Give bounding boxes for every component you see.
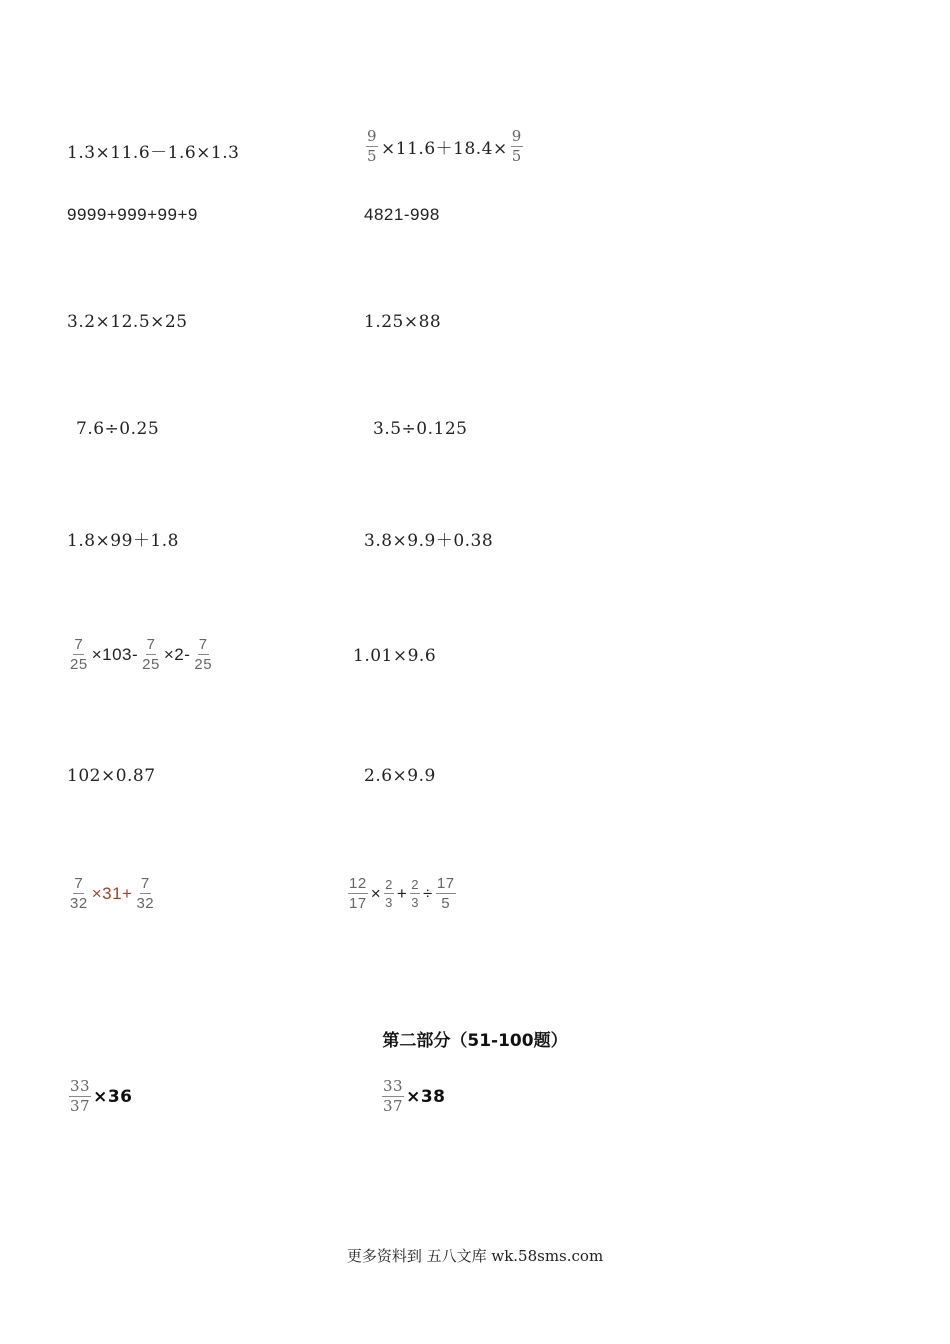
footer-text: 更多资料到 五八文库 wk.58sms.com [346,1247,604,1265]
fraction: $\frac{7}{25}$ [142,636,160,673]
problem-11: $\frac{7}{25}$ ×103- $\frac{7}{25}$ ×2- $\frac{7}{25}$ [70,636,213,673]
problem-12: 1.01×9.6 [353,646,437,666]
problem-7: 7.6÷0.25 [76,419,160,439]
problem-13: 102×0.87 [67,766,156,786]
problem-15: $\frac{7}{32}$ ×31+ $\frac{7}{32}$ [70,875,155,912]
fraction: $\frac{2}{3}$ [411,877,420,910]
fraction: $\frac{7}{32}$ [70,875,88,912]
problem-16: $\frac{12}{17}$ × $\frac{2}{3}$ + $\frac{2}{3}$ ÷ $\frac{17}{5}$ [349,875,455,912]
fraction: $\frac{7}{25}$ [70,636,88,673]
problem-10: 3.8×9.9＋0.38 [364,531,494,551]
section-title: 第二部分（51-100题） [382,1031,568,1051]
fraction: $\frac{9}{5}$ [511,127,522,165]
fraction: $\frac{17}{5}$ [436,875,455,912]
fraction: $\frac{33}{37}$ [70,1077,91,1115]
problem-9: 1.8×99＋1.8 [67,531,179,551]
problem-1: 1.3×11.6－1.6×1.3 [67,143,240,163]
problem-14: 2.6×9.9 [364,766,436,786]
problem-4: 4821-998 [364,205,440,224]
part2-problem-2: $\frac{33}{37}$ ×38 [383,1077,446,1115]
fraction: $\frac{7}{32}$ [136,875,155,912]
fraction: $\frac{9}{5}$ [367,127,378,165]
problem-6: 1.25×88 [364,312,442,332]
part2-problem-1: $\frac{33}{37}$ ×36 [70,1077,133,1115]
problem-5: 3.2×12.5×25 [67,312,188,332]
fraction: $\frac{7}{25}$ [194,636,213,673]
problem-8: 3.5÷0.125 [373,419,468,439]
problem-2: $\frac{9}{5}$ ×11.6＋18.4× $\frac{9}{5}$ [367,127,522,165]
problem-3: 9999+999+99+9 [67,205,198,224]
fraction: $\frac{2}{3}$ [385,877,393,910]
fraction: $\frac{12}{17}$ [349,875,367,912]
fraction: $\frac{33}{37}$ [383,1077,404,1115]
